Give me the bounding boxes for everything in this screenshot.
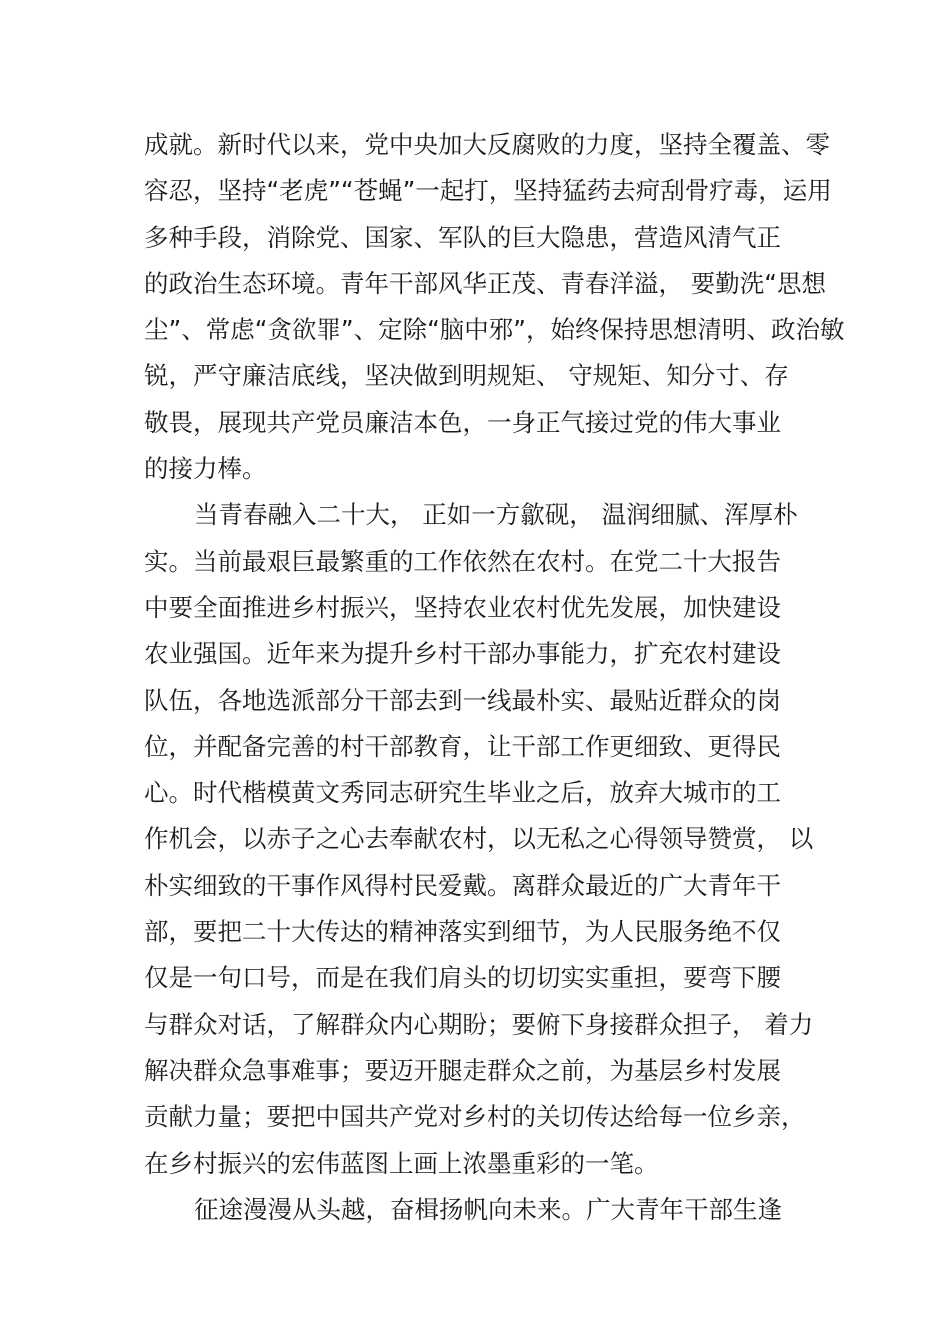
text-line: 的接力棒。 [144,454,267,484]
text-line: 的政治生态环境。青年干部风华正茂、青春洋溢， 要勤洗“思想 [144,268,826,298]
text-line: 朴实细致的干事作风得村民爱戴。离群众最近的广大青年干 [144,870,781,900]
text-line: 作机会，以赤子之心去奉献农村，以无私之心得领导赞赏， 以 [144,824,814,854]
text-line: 敬畏，展现共产党员廉洁本色，一身正气接过党的伟大事业 [144,407,781,437]
paragraph-1 [144,122,845,492]
text-line: 容忍，坚持“老虎”“苍蝇”一起打，坚持猛药去疴刮骨疗毒，运用 [144,176,832,206]
text-line: 征途漫漫从头越，奋楫扬帆向未来。广大青年干部生逢 [194,1194,782,1224]
paragraph-2 [144,492,834,1186]
text-line: 实。当前最艰巨最繁重的工作依然在农村。在党二十大报告 [144,546,781,576]
text-line: 农业强国。近年来为提升乡村干部办事能力，扩充农村建设 [144,639,781,669]
text-line: 中要全面推进乡村振兴，坚持农业农村优先发展，加快建设 [144,592,781,622]
text-line: 成就。新时代以来，党中央加大反腐败的力度，坚持全覆盖、零 [144,130,830,159]
text-line: 部，要把二十大传达的精神落实到细节，为人民服务绝不仅 [144,917,781,947]
text-line: 尘”、常虑“贪欲罪”、定除“脑中邪”，始终保持思想清明、政治敏 [144,315,845,345]
text-line: 仅是一句口号，而是在我们肩头的切切实实重担，要弯下腰 [144,963,781,993]
text-line: 多种手段，消除党、国家、军队的巨大隐患，营造风清气正 [144,222,781,252]
text-line: 贡献力量；要把中国共产党对乡村的关切传达给每一位乡亲， [144,1102,806,1132]
text-line: 心。时代楷模黄文秀同志研究生毕业之后，放弃大城市的工 [144,778,781,808]
text-line: 在乡村振兴的宏伟蓝图上画上浓墨重彩的一笔。 [144,1148,659,1178]
paragraph-3 [144,1187,834,1233]
text-line: 锐，严守廉洁底线，坚决做到明规矩、 守规矩、知分寸、存 [144,361,789,391]
text-line: 与群众对话，了解群众内心期盼；要俯下身接群众担子， 着力 [144,1009,814,1039]
text-line: 当青春融入二十大， 正如一方歙砚， 温润细腻、浑厚朴 [194,500,798,530]
text-line: 解决群众急事难事；要迈开腿走群众之前，为基层乡村发展 [144,1055,781,1085]
body-text [144,122,845,1233]
text-line: 位，并配备完善的村干部教育，让干部工作更细致、更得民 [144,731,781,761]
text-line: 队伍，各地选派部分干部去到一线最朴实、最贴近群众的岗 [144,685,781,715]
